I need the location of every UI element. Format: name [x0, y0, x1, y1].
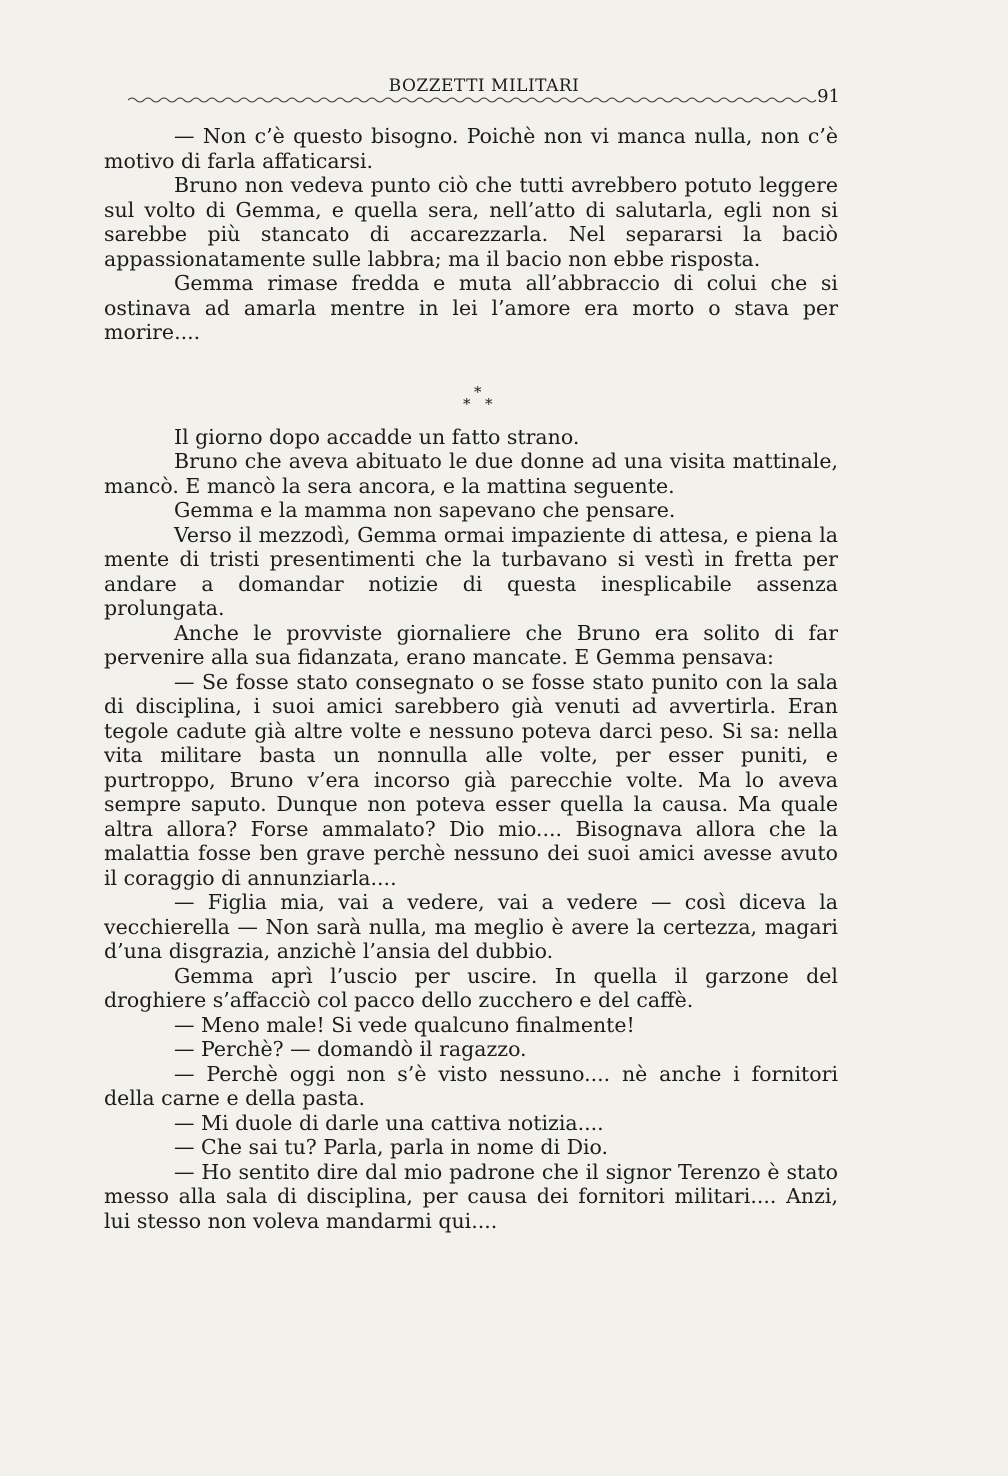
paragraph: Gemma e la mamma non sapevano che pensare. — [174, 498, 676, 522]
paragraph: Bruno non vedeva punto ciò che tutti avrebbero potuto leggere sul volto di Gemma, e quella sera, nell’atto di salutarla, egli non si sarebbe più stancato di accarezzarla. Nel separarsi la baciò appassionatamente sulle labbra; ma il bacio non ebbe risposta. — [104, 173, 838, 271]
paragraph: — Che sai tu? Parla, parla in nome di Dio. — [174, 1135, 609, 1159]
paragraph: — Mi duole di darle una cattiva notizia.... — [174, 1110, 604, 1135]
page-number: 91 — [817, 86, 840, 107]
paragraph: Il giorno dopo accadde un fatto strano. — [174, 424, 580, 449]
paragraph: Gemma aprì l’uscio per uscire. In quella il garzone del droghiere s’affacciò col pacco dello zucchero e del caffè. — [104, 963, 838, 1012]
asterisk: * — [474, 382, 482, 401]
paragraph: Gemma rimase fredda e muta all’abbraccio di colui che si ostinava ad amarla mentre in lei l’amore era morto o stava per morire.... — [104, 271, 838, 344]
running-title: BOZZETTI MILITARI — [388, 76, 580, 96]
paragraph: Anche le provviste giornaliere che Bruno era solito di far pervenire alla sua fidanzata, erano mancate. E Gemma pensava: — [104, 620, 838, 669]
asterisk: * — [485, 394, 493, 413]
paragraph: Bruno che aveva abituato le due donne ad una visita mattinale, mancò. E mancò la sera ancora, e la mattina seguente. — [104, 449, 838, 498]
paragraph: — Se fosse stato consegnato o se fosse stato punito con la sala di disciplina, i suoi amici sarebbero già venuti ad avvertirla. Eran tegole cadute già altre volte e nessuno poteva darci peso. Si sa: nella vita militare basta un nonnulla alle volte, per esser puniti, e purtroppo, Bruno v’era incorso già parecchie volte. Ma lo aveva sempre saputo. Dunque non poteva esser quella la causa. Ma quale altra allora? Forse ammalato? Dio mio.... Bisognava allora che la malattia fosse ben grave perchè nessuno dei suoi amici avesse avuto il coraggio di annunziarla.... — [104, 669, 838, 890]
paragraph: — Ho sentito dire dal mio padrone che il signor Terenzo è stato messo alla sala di disciplina, per causa dei fornitori militari.... Anzi, lui stesso non voleva mandarmi qui.... — [104, 1159, 838, 1233]
decorative-rule — [128, 96, 818, 104]
body-text — [104, 124, 838, 1233]
paragraph: — Figlia mia, vai a vedere, vai a vedere — così diceva la vecchierella — Non sarà nulla, ma meglio è avere la certezza, magari d’una disgrazia, anzichè l’ansia del dubbio. — [104, 890, 838, 963]
paragraph: — Perchè? — domandò il ragazzo. — [174, 1037, 527, 1061]
asterisk: * — [463, 394, 471, 413]
paragraph: — Non c’è questo bisogno. Poichè non vi manca nulla, non c’è motivo di farla affaticarsi. — [104, 124, 838, 173]
paragraph: — Meno male! Si vede qualcuno finalmente! — [174, 1012, 635, 1037]
section-break-asterism — [104, 361, 838, 421]
running-header — [128, 70, 840, 110]
paragraph: Verso il mezzodì, Gemma ormai impaziente di attesa, e piena la mente di tristi presentimenti che la turbavano si vestì in fretta per andare a domandar notizie di questa inesplicabile assenza prolungata. — [104, 522, 838, 620]
paragraph: — Perchè oggi non s’è visto nessuno.... nè anche i fornitori della carne e della pasta. — [104, 1061, 838, 1110]
